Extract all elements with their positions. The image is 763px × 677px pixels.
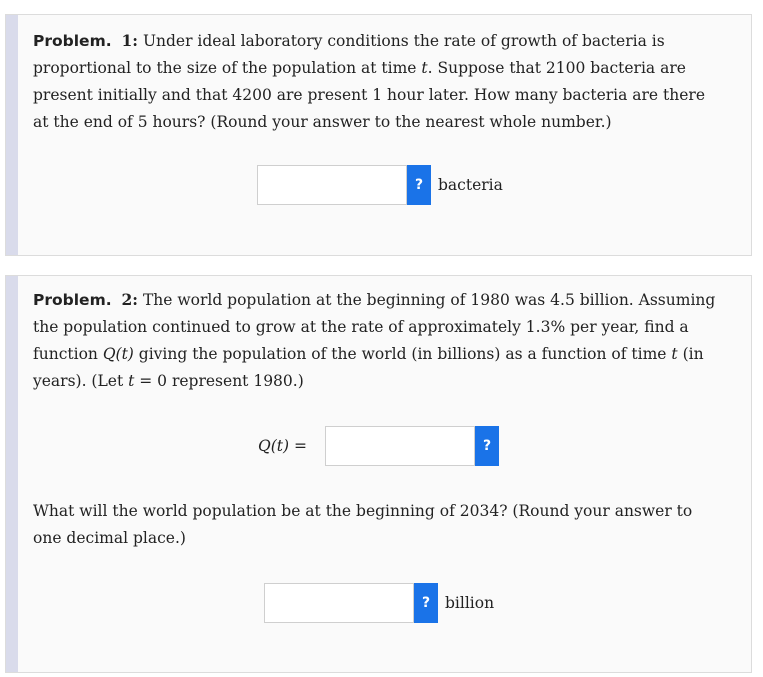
problem-text-part: Under ideal laboratory conditions the rate of growth of bacteria is proportional to the size of the population at time [33, 32, 665, 77]
math-var-t: t [421, 59, 428, 77]
problem-colon: : [132, 290, 139, 309]
help-button[interactable]: ? [407, 165, 431, 205]
card-accent-bar [6, 276, 18, 672]
bacteria-answer-input[interactable] [257, 165, 407, 205]
math-var-t: t [128, 372, 135, 390]
problem-colon: : [132, 31, 139, 50]
problem-1-text [33, 27, 723, 136]
help-button[interactable]: ? [414, 583, 438, 623]
problem-text-part: giving the population of the world (in billions) as a function of time [133, 345, 672, 363]
problem-1-card [5, 14, 752, 256]
problem-number: 1 [121, 31, 133, 50]
help-button[interactable]: ? [475, 426, 499, 466]
problem-text-part: (in years). (Let [33, 345, 704, 390]
problem-label: Problem. [33, 32, 112, 50]
unit-label-bacteria: bacteria [438, 176, 503, 194]
problem-number: 2 [121, 290, 133, 309]
function-answer-input[interactable] [325, 426, 475, 466]
math-func-q: Q(t) [102, 345, 134, 363]
card-accent-bar [6, 15, 18, 255]
unit-label-billion: billion [445, 594, 495, 612]
problem-2-question: What will the world population be at the beginning of 2034? (Round your answer to one decimal place.) [33, 502, 693, 547]
population-answer-input[interactable] [264, 583, 414, 623]
problem-text-part: . Suppose that 2100 bacteria are present initially and that 4200 are present 1 hour later. How many bacteria are there at the end of 5 hours? (Round your answer to the nearest whole number.) [33, 59, 705, 131]
problem-2-card [5, 275, 752, 673]
q-of-t-label: Q(t) = [258, 437, 307, 455]
problem-label: Problem. [33, 291, 112, 309]
problem-2-text [33, 286, 723, 395]
problem-text-part: The world population at the beginning of 1980 was 4.5 billion. Assuming the population continued to grow at the rate of approximately 1.3% per year, find a function [33, 291, 716, 363]
math-var-t: t [671, 345, 678, 363]
problem-text-part: = 0 represent 1980.) [134, 372, 304, 390]
